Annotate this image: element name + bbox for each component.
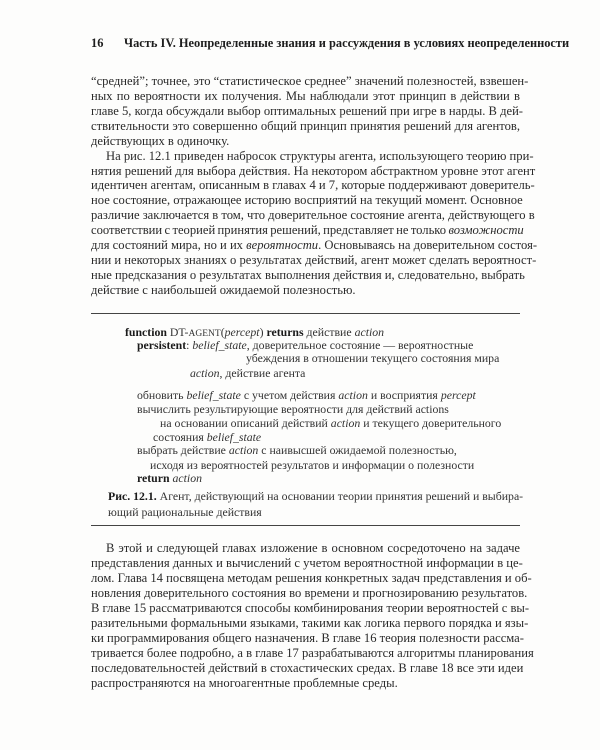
text: . Основываясь на доверительном состоя- bbox=[318, 238, 538, 252]
var: belief_state bbox=[206, 430, 262, 444]
text-line: тривается более подробно, а в главе 17 разрабатываются алгоритмы планирования bbox=[91, 646, 534, 660]
text: Агент, действующий на основании теории принятия решений и выбира- bbox=[156, 489, 524, 503]
var: belief_state bbox=[192, 338, 247, 352]
keyword: function bbox=[125, 325, 167, 339]
caption-line bbox=[108, 489, 524, 504]
text-line: разительными формальными языками, такими как логика первого порядка и язы- bbox=[91, 616, 529, 630]
var: belief_state bbox=[186, 388, 241, 402]
text: действие bbox=[303, 325, 355, 339]
var: percept bbox=[440, 388, 476, 402]
caption-line: ющий рациональные действия bbox=[108, 505, 262, 519]
text-line: последовательностей действий в стохастических средах. В главе 18 все эти идеи bbox=[91, 661, 524, 675]
text: , действие агента bbox=[219, 366, 306, 380]
keyword: returns bbox=[266, 325, 304, 339]
text: , доверительное состояние — вероятностные bbox=[246, 338, 474, 352]
text: и восприятия bbox=[367, 388, 441, 402]
text: на основании описаний действий bbox=[160, 416, 331, 430]
code-line bbox=[160, 416, 501, 430]
text-line: ных по вероятности их получения. Мы наблюдали этот принцип в действии в bbox=[91, 89, 520, 103]
text: с наивысшей ожидаемой полезностью, bbox=[258, 443, 457, 457]
text-line bbox=[91, 223, 524, 238]
code-line bbox=[153, 430, 261, 444]
page-number: 16 bbox=[91, 36, 104, 50]
text-line: На рис. 12.1 приведен набросок структуры агента, использующего теорию при- bbox=[106, 149, 534, 163]
text-line: ки программирования общего назначения. В главе 16 теория полезности рассма- bbox=[91, 631, 524, 645]
text-line: различие заключается в том, что доверительное состояние агента, действующего в bbox=[91, 208, 535, 222]
text: соответствии с теорией принятия решений, представляет не только bbox=[91, 223, 449, 237]
code-line bbox=[137, 471, 202, 485]
function-name: DT- bbox=[169, 325, 189, 339]
param: percept bbox=[224, 325, 260, 339]
emphasis: вероятности bbox=[246, 238, 319, 252]
text-line: лом. Глава 14 посвящена методам решения конкретных задач представления и об- bbox=[91, 571, 532, 585]
var: action bbox=[330, 416, 361, 430]
text-line: действие с наибольшей ожидаемой полезностью. bbox=[91, 283, 356, 297]
text: и текущего доверительного bbox=[360, 416, 502, 430]
caption-label: Рис. 12.1. bbox=[108, 489, 157, 503]
text: выбрать действие bbox=[137, 443, 229, 457]
code-line: исходя из вероятностей результатов и информации о полезности bbox=[150, 458, 475, 472]
text: состояния bbox=[153, 430, 207, 444]
figure-bottom-rule bbox=[91, 525, 520, 526]
text-line: главе 5, когда обсуждали выбор оптимальных решений при игре в нарды. В дей- bbox=[91, 104, 524, 118]
text-line: ствительности это совершенно общий принцип принятия решений для агентов, bbox=[91, 119, 520, 133]
text: : bbox=[186, 338, 193, 352]
text: с учетом действия bbox=[240, 388, 339, 402]
emphasis: возможности bbox=[448, 223, 524, 237]
text-line bbox=[91, 238, 538, 253]
text-line: новления доверительного состояния во времени и прогнозированию результатов. bbox=[91, 586, 528, 600]
var: action bbox=[172, 471, 202, 485]
function-name: AGENT bbox=[188, 329, 221, 339]
text-line: ное состояние, отражающее историю восприятий на текущий момент. Основное bbox=[91, 193, 523, 207]
var: action bbox=[190, 366, 220, 380]
keyword: return bbox=[137, 471, 170, 485]
text-line: нятия решений для выбора действия. На некотором абстрактном уровне этот агент bbox=[91, 164, 536, 178]
code-line bbox=[137, 338, 473, 352]
text-line: ные предсказания о результатах выполнения действия и, следовательно, выбрать bbox=[91, 268, 525, 282]
text-line: представления данных и вычислений с учетом вероятностной информации в це- bbox=[91, 556, 523, 570]
text-line: действующих в одиночку. bbox=[91, 134, 230, 148]
text-line: “средней”; точнее, это “статистическое среднее” значений полезностей, взвешен- bbox=[91, 74, 529, 88]
paren: ( bbox=[220, 325, 225, 339]
code-line bbox=[190, 366, 305, 380]
code-line: убеждения в отношении текущего состояния мира bbox=[246, 351, 500, 365]
var: action bbox=[338, 388, 368, 402]
var: action bbox=[354, 325, 385, 339]
figure-top-rule bbox=[91, 313, 520, 314]
code-line: вычислить результирующие вероятности для действий actions bbox=[137, 402, 449, 416]
text-line: нии и некоторых знаниях о результатах действий, агент может сделать вероятност- bbox=[91, 253, 537, 267]
text-line: распространяются на многоагентные проблемные среды. bbox=[91, 676, 398, 690]
running-title: Часть IV. Неопределенные знания и рассуждения в условиях неопределенности bbox=[124, 36, 570, 50]
text-line: идентичен агентам, описанным в главах 4 и 7, которые поддерживают доверитель- bbox=[91, 178, 535, 192]
keyword: persistent bbox=[137, 338, 187, 352]
text-line: В этой и следующей главах изложение в основном сосредоточено на задаче bbox=[106, 541, 520, 555]
code-line bbox=[137, 443, 457, 457]
code-line bbox=[137, 388, 476, 402]
text: для состояний мира, но и их bbox=[91, 238, 247, 252]
var: action bbox=[228, 443, 259, 457]
paren: ) bbox=[259, 325, 264, 339]
text: обновить bbox=[137, 388, 187, 402]
text-line: В главе 15 рассматриваются способы комбинирования теории вероятностей с вы- bbox=[91, 601, 530, 615]
